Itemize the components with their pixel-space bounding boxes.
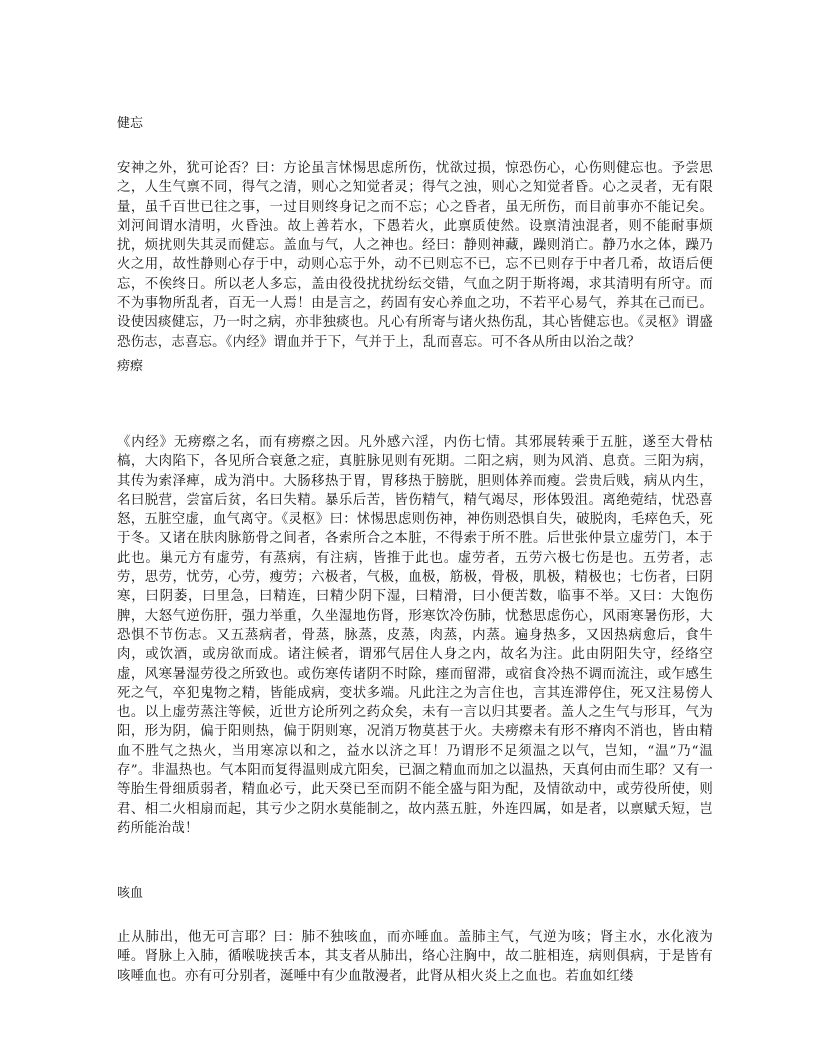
section-heading-consumption: 痨瘵 [117,359,144,374]
section-body-consumption: 《内经》无痨瘵之名，而有痨瘵之因。凡外感六淫，内伤七情。其邪展转乘于五脏，遂至大骨枯槁，大肉陷下，各见所合衰惫之症，真脏脉见则有死期。二阳之病，则为风消、息贲。三阳为病，其传为索泽痺，成为消中。大肠移热于胃，胃移热于膀胱，胆则体养而瘦。尝贵后贱，病从内生，名曰脱营，尝富后贫，名曰失精。暴乐后苦，皆伤精气，精气竭尽，形体毁沮。离绝菀结，忧恐喜怒，五脏空虚，血气离守。《灵枢》曰：怵惕思虑则伤神，神伤则恐惧自失，破脱肉，毛瘁色夭，死于冬。又诸在肤肉脉筋骨之间者，各索所合之本脏，不得索于所不胜。后世张仲景立虚劳门，本于此也。巢元方有虚劳，有蒸病，有注病，皆推于此也。虚劳者，五劳六极七伤是也。五劳者，志劳，思劳，忧劳，心劳，瘦劳；六极者，气极，血极，筋极，骨极，肌极，精极也；七伤者，曰阴寒，曰阴萎，曰里急，曰精连，曰精少阴下湿，曰精滑，曰小便苦数，临事不举。又曰：大饱伤脾，大怒气逆伤肝，强力举重，久坐湿地伤肾，形寒饮冷伤肺，忧愁思虑伤心，风雨寒暑伤形，大恐惧不节伤志。又五蒸病者，骨蒸，脉蒸，皮蒸，肉蒸，内蒸。遍身热多，又因热病愈后，食牛肉，或饮酒，或房欲而成。诸注候者，谓邪气居住人身之内，故名为注。此由阴阳失守，经络空虚，风寒暑湿劳役之所致也。或伤寒传诸阴不时除，瘗而留滞，或宿食冷热不调而流注，或乍感生死之气，卒犯鬼物之精，皆能成病，变状多端。凡此注之为言住也，言其连滞停住，死又注易傍人也。以上虚劳蒸注等候，近世方论所列之药众矣，未有一言以归其要者。盖人之生气与形耳，气为阳，形为阴，偏于阳则热，偏于阴则寒，况消万物莫甚于火。夫痨瘵未有形不瘠肉不消也，皆由精血不胜气之热火，当用寒凉以和之，益水以济之耳！乃谓形不足须温之以气，岂知，“温”乃“温存”。非温热也。气本阳而复得温则成亢阳矣，已涸之精血而加之以温热，天真何由而生耶？又有一等胎生骨细质弱者，精血必亏，此天癸已至而阴不能全盛与阳为配，及情欲动中，或劳役所使，则君、相二火相扇而起，其亏少之阴水莫能制之，故内蒸五脏，外连四属，如是者，以禀赋夭短，岂药所能治哉！ [117,435,713,836]
section-body-cough-blood: 止从肺出，他无可言耶？曰：肺不独咳血，而亦唾血。盖肺主气，气逆为咳；肾主水，水化液为唾。肾脉上入肺，循喉咙挟舌本，其支者从肺出，络心注胸中，故二脏相连，病则俱病，于是皆有咳唾血也。亦有可分别者，涎唾中有少血散漫者，此肾从相火炎上之血也。若血如红缕 [117,930,713,984]
section-body-forgetfulness: 安神之外，犹可论否？曰：方论虽言怵惕思虑所伤，忧欲过损，惊恐伤心，心伤则健忘也。予尝思之，人生气禀不同，得气之清，则心之知觉者灵；得气之浊，则心之知觉者昏。心之灵者，无有限量，虽千百世已往之事，一过目则终身记之而不忘；心之昏者，虽无所伤，而目前事亦不能记矣。刘河间谓水清明，火昏浊。故上善若水，下愚若火，此禀质使然。设禀清浊混者，则不能耐事烦扰，烦扰则失其灵而健忘。盖血与气，人之神也。经曰：静则神藏，躁则消亡。静乃水之体，躁乃火之用，故性静则心存于中，动则心忘于外，动不已则忘不已，忘不已则存于中者几希，故语后便忘，不俟终日。所以老人多忘，盖由役役扰扰纷纭交错，气血之阴于斯将竭，求其清明有所守。而不为事物所乱者，百无一人焉！由是言之，药固有安心养血之功，不若平心易气，养其在己而已。设使因痰健忘，乃一时之病，亦非独痰也。凡心有所寄与诸火热伤乱，其心皆健忘也。《灵枢》谓盛恐伤志，志喜忘。《内经》谓血并于下，气并于上，乱而喜忘。可不各从所由以治之哉？ [117,161,713,350]
section-heading-forgetfulness: 健忘 [117,116,144,131]
section-heading-cough-blood: 咳血 [117,886,144,901]
